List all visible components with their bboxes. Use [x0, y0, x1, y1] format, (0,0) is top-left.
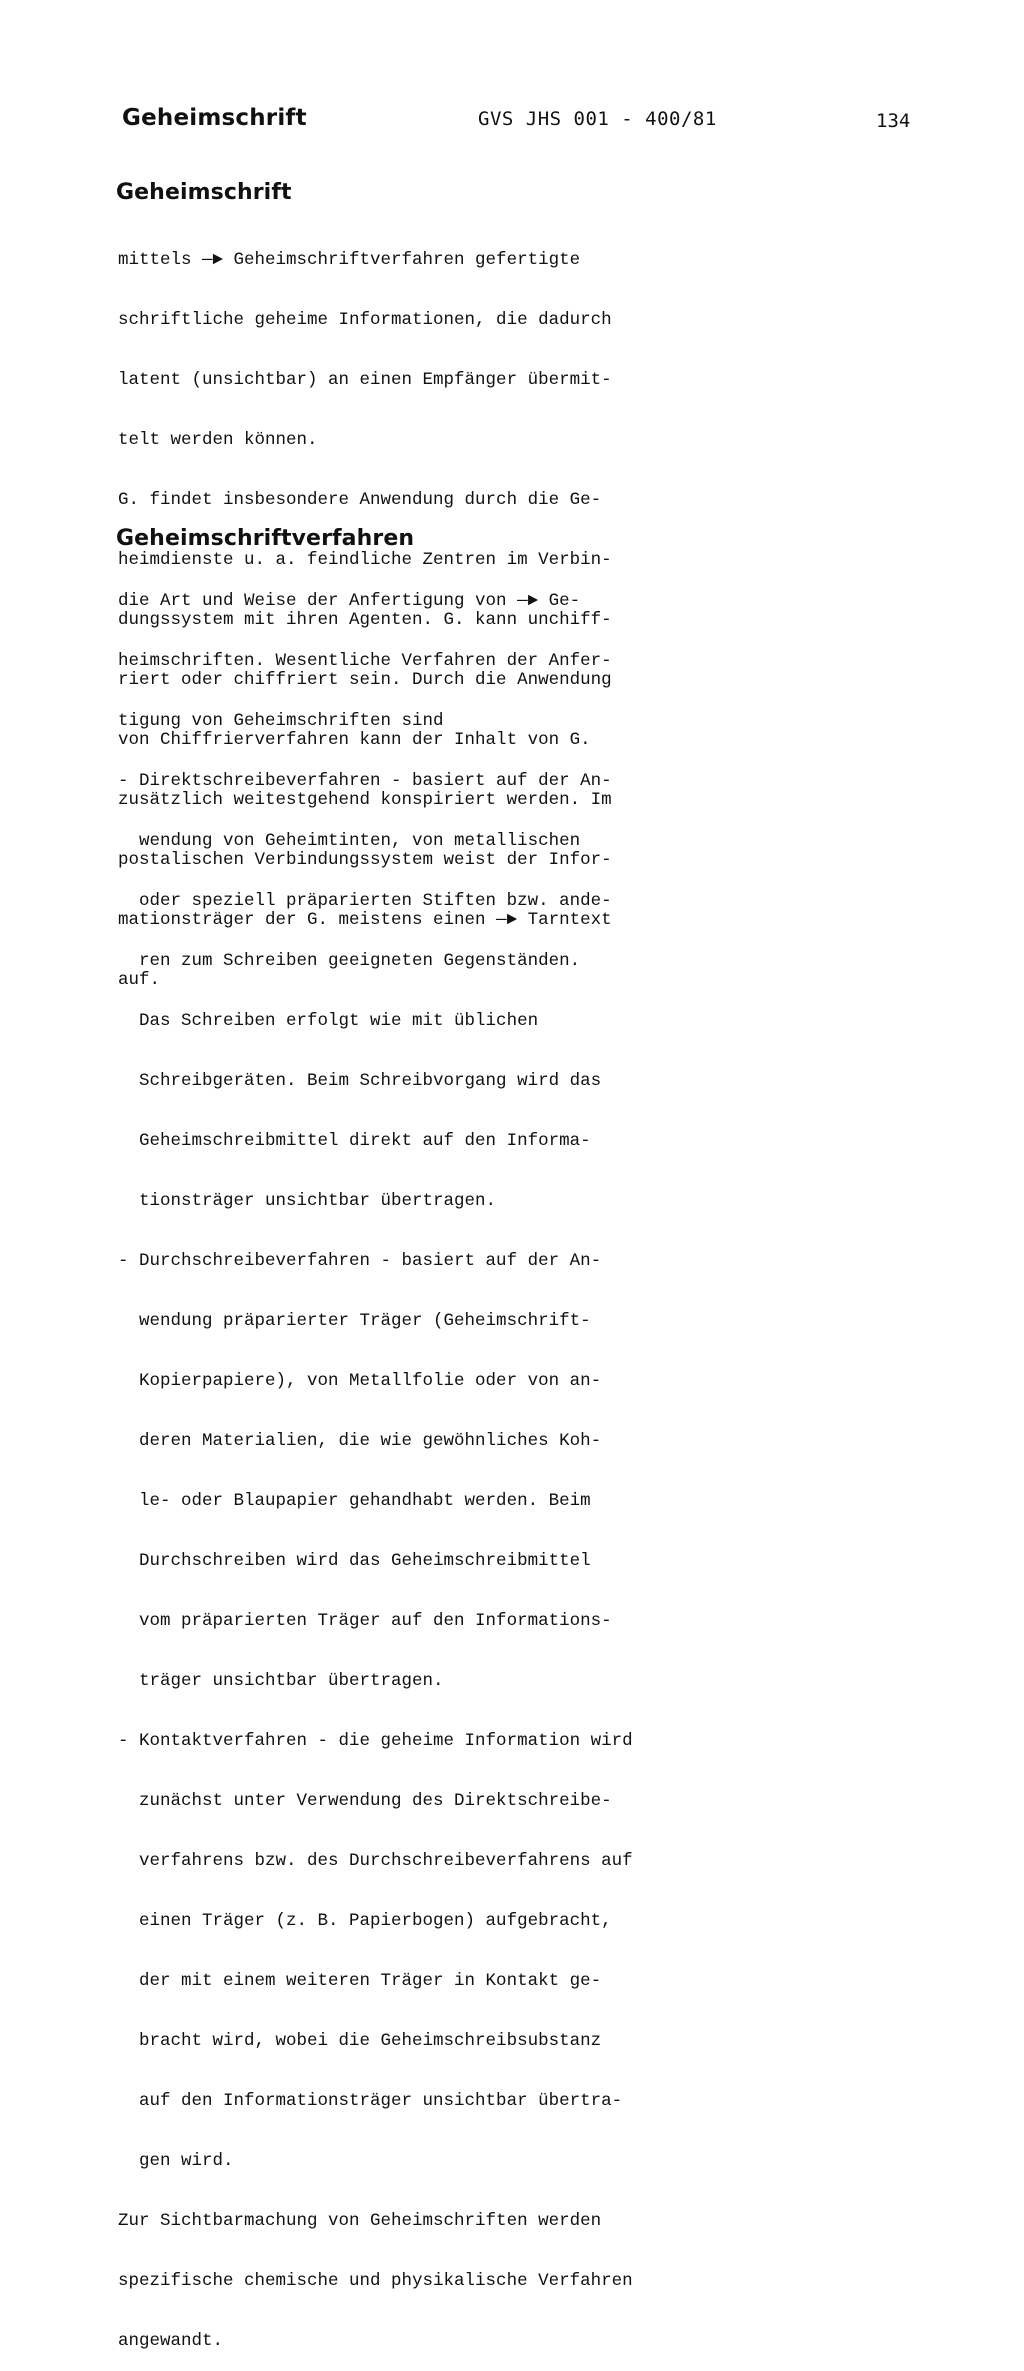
text-line: träger unsichtbar übertragen. [118, 1671, 444, 1691]
document-reference: GVS JHS 001 - 400/81 [478, 108, 717, 130]
text-line: vom präparierten Träger auf den Informations- [118, 1611, 612, 1631]
text-line: Schreibgeräten. Beim Schreibvorgang wird das [118, 1071, 602, 1091]
text-line: postalischen Verbindungssystem weist der Infor- [118, 850, 612, 870]
entry-title-geheimschriftverfahren: Geheimschriftverfahren [116, 526, 415, 551]
text-line: von Chiffrierverfahren kann der Inhalt von G. [118, 730, 591, 750]
text-line: Zur Sichtbarmachung von Geheimschriften werden [118, 2211, 602, 2231]
text-line: - Kontaktverfahren - die geheime Information wird [118, 1731, 633, 1751]
text-line: le- oder Blaupapier gehandhabt werden. Beim [118, 1491, 591, 1511]
text-line: zunächst unter Verwendung des Direktschreibe- [118, 1791, 612, 1811]
text-line: mittels —► Geheimschriftverfahren gefertigte [118, 250, 581, 270]
text-line: Kopierpapiere), von Metallfolie oder von an- [118, 1371, 602, 1391]
text-line: tionsträger unsichtbar übertragen. [118, 1191, 497, 1211]
text-line: mationsträger der G. meistens einen —► Tarntext [118, 910, 612, 930]
text-line: die Art und Weise der Anfertigung von —► Ge- [118, 591, 581, 611]
text-line: wendung präparierter Träger (Geheimschrift- [118, 1311, 591, 1331]
text-line: latent (unsichtbar) an einen Empfänger übermit- [118, 370, 612, 390]
entry-title-geheimschrift: Geheimschrift [116, 180, 292, 205]
text-line: auf. [118, 970, 161, 990]
text-line: Durchschreiben wird das Geheimschreibmittel [118, 1551, 591, 1571]
text-line: bracht wird, wobei die Geheimschreibsubstanz [118, 2031, 602, 2051]
text-line: gen wird. [118, 2151, 234, 2171]
text-line: heimdienste u. a. feindliche Zentren im Verbin- [118, 550, 612, 570]
text-line: dungssystem mit ihren Agenten. G. kann unchiff- [118, 610, 612, 630]
text-line: spezifische chemische und physikalische Verfahren [118, 2271, 633, 2291]
text-line: wendung von Geheimtinten, von metallischen [118, 831, 581, 851]
text-line: telt werden können. [118, 430, 318, 450]
text-line: Das Schreiben erfolgt wie mit üblichen [118, 1011, 539, 1031]
text-line: verfahrens bzw. des Durchschreibeverfahrens auf [118, 1851, 633, 1871]
text-line: riert oder chiffriert sein. Durch die Anwendung [118, 670, 612, 690]
text-line: deren Materialien, die wie gewöhnliches Koh- [118, 1431, 602, 1451]
text-line: - Direktschreibeverfahren - basiert auf der An- [118, 771, 612, 791]
text-line: zusätzlich weitestgehend konspiriert werden. Im [118, 790, 612, 810]
text-line: Geheimschreibmittel direkt auf den Informa- [118, 1131, 591, 1151]
text-line: G. findet insbesondere Anwendung durch die Ge- [118, 490, 602, 510]
text-line: oder speziell präparierten Stiften bzw. ande- [118, 891, 612, 911]
text-line: auf den Informationsträger unsichtbar übertra- [118, 2091, 623, 2111]
text-line: angewandt. [118, 2331, 224, 2351]
text-line: einen Träger (z. B. Papierbogen) aufgebracht, [118, 1911, 612, 1931]
text-line: heimschriften. Wesentliche Verfahren der Anfer- [118, 651, 612, 671]
text-line: der mit einem weiteren Träger in Kontakt ge- [118, 1971, 602, 1991]
header-title: Geheimschrift [122, 105, 307, 131]
text-line: tigung von Geheimschriften sind [118, 711, 444, 731]
entry-body-geheimschriftverfahren [118, 551, 758, 2371]
page-number: 134 [876, 110, 911, 132]
text-line: ren zum Schreiben geeigneten Gegenständen. [118, 951, 581, 971]
text-line: schriftliche geheime Informationen, die dadurch [118, 310, 612, 330]
text-line: - Durchschreibeverfahren - basiert auf der An- [118, 1251, 602, 1271]
